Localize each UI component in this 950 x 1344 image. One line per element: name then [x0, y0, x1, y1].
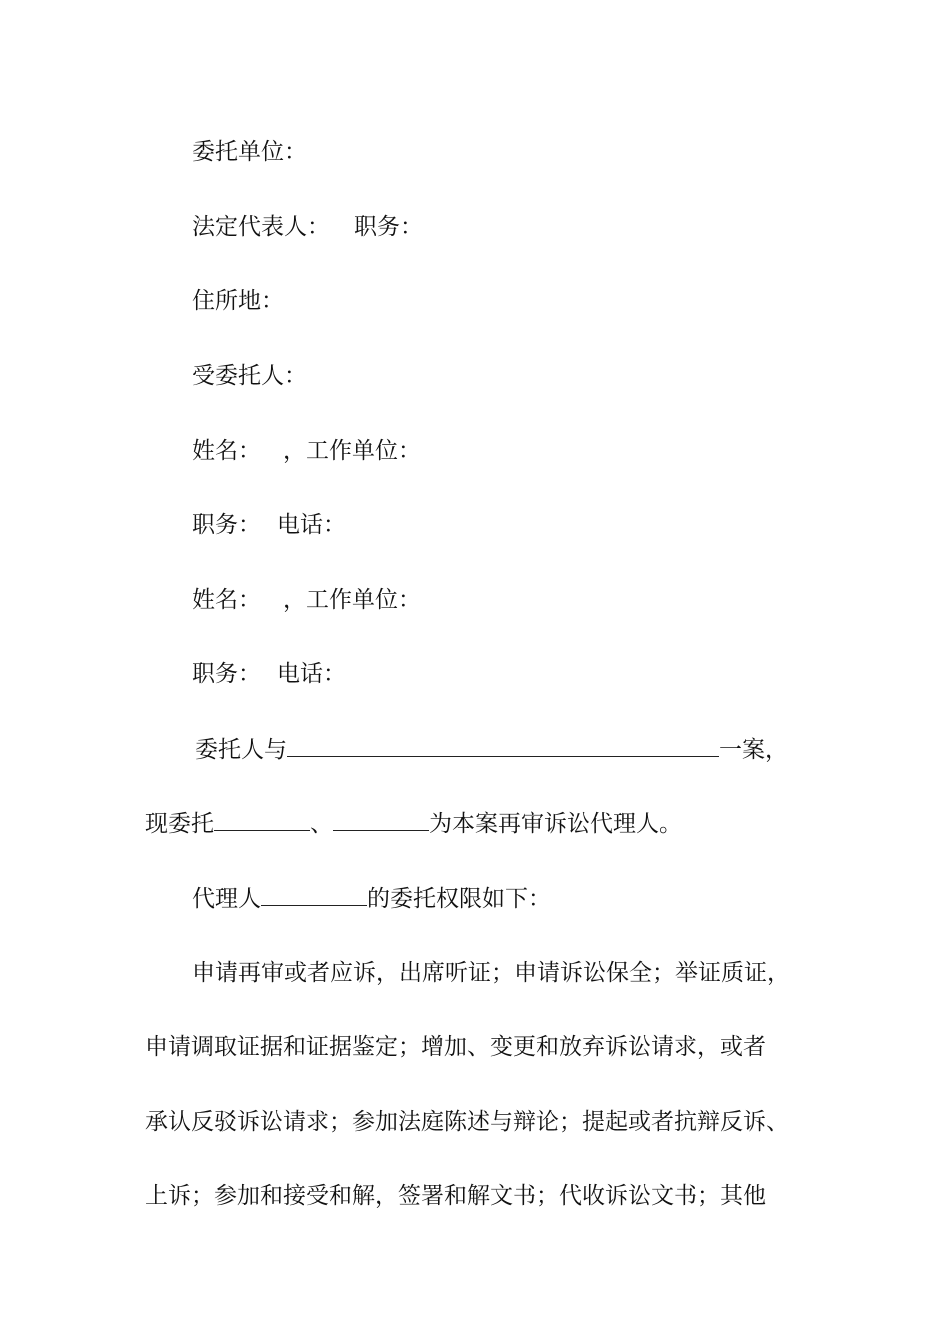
appoint-line	[145, 808, 682, 839]
work-unit-label: ，工作单位：	[283, 438, 421, 464]
authority-text-line-3	[145, 1107, 789, 1137]
phone-label: 电话：	[277, 512, 346, 538]
case-blank	[287, 734, 719, 757]
position-label: 职务：	[192, 661, 261, 687]
work-unit-label: ，工作单位：	[283, 587, 421, 613]
authority-line	[192, 883, 551, 914]
authority-suffix: 的委托权限如下：	[367, 886, 551, 912]
authority-agent-blank	[261, 883, 367, 906]
case-prefix: 委托人与	[195, 737, 287, 763]
name-label: 姓名：	[192, 587, 261, 613]
agent2-name-line	[192, 585, 421, 615]
appoint-suffix: 为本案再审诉讼代理人。	[429, 811, 682, 837]
entrusting-unit-line	[192, 137, 307, 167]
entrusting-unit-label: 委托单位：	[192, 139, 307, 165]
authority-prefix: 代理人	[192, 886, 261, 912]
authority-text: 承认反驳诉讼请求；参加法庭陈述与辩论；提起或者抗辩反诉、	[145, 1109, 789, 1135]
entrusted-person-line	[192, 361, 307, 391]
position-label: 职务：	[354, 214, 423, 240]
authority-text: 上诉；参加和接受和解，签署和解文书；代收诉讼文书；其他	[145, 1183, 766, 1209]
legal-representative-line	[192, 212, 423, 242]
case-suffix: 一案，	[719, 737, 788, 763]
phone-label: 电话：	[277, 661, 346, 687]
appoint-separator: 、	[310, 811, 333, 837]
authority-text-line-4	[145, 1181, 766, 1211]
case-line	[195, 734, 788, 765]
agent2-blank	[333, 808, 429, 831]
authority-text-line-1	[192, 958, 790, 988]
legal-representative-label: 法定代表人：	[192, 214, 330, 240]
agent1-position-line	[192, 510, 346, 540]
authority-text-line-2	[145, 1032, 766, 1062]
address-label: 住所地：	[192, 288, 284, 314]
name-label: 姓名：	[192, 438, 261, 464]
address-line	[192, 286, 284, 316]
appoint-prefix: 现委托	[145, 811, 214, 837]
agent1-name-line	[192, 436, 421, 466]
authority-text: 申请再审或者应诉，出席听证；申请诉讼保全；举证质证，	[192, 960, 790, 986]
agent1-blank	[214, 808, 310, 831]
position-label: 职务：	[192, 512, 261, 538]
authority-text: 申请调取证据和证据鉴定；增加、变更和放弃诉讼请求，或者	[145, 1034, 766, 1060]
agent2-position-line	[192, 659, 346, 689]
entrusted-person-label: 受委托人：	[192, 363, 307, 389]
